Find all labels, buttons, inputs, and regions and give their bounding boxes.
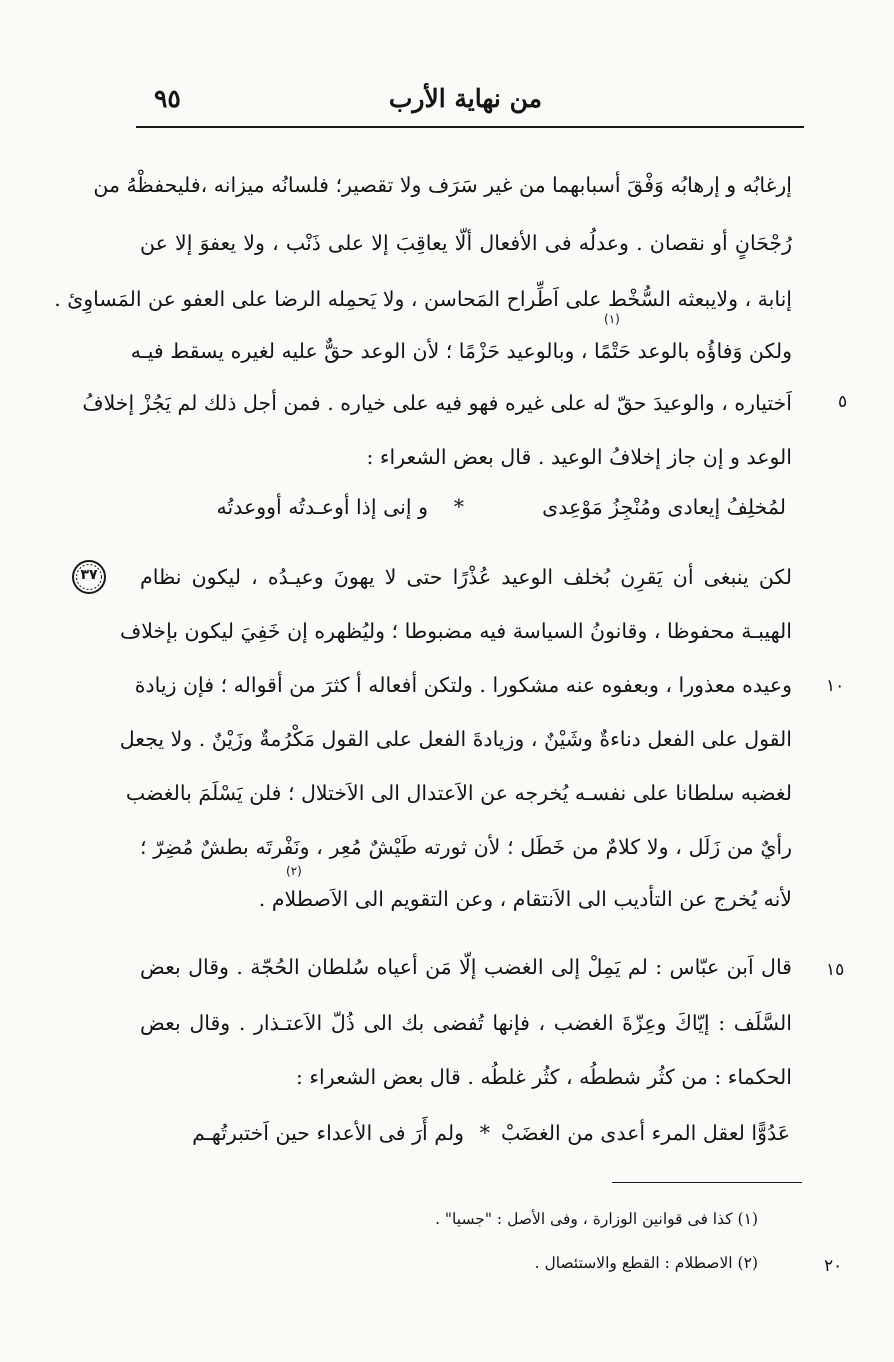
body-line: لغضبه سلطانا على نفسـه يُخرجه عن الاَعتدال الى الاَختلال ؛ فلن يَسْلَمَ بالغضب <box>125 781 792 805</box>
body-line: وعيده معذورا ، وبعفوه عنه مشكورا . ولتكن أفعاله أ كثرَ من أقواله ؛ فإن زيادة <box>134 673 792 697</box>
body-line: لكن ينبغى أن يَقرِن بُخلف الوعيد عُذْرًا حتى لا يهونَ وعيـدُه ، ليكون نظام <box>140 565 792 589</box>
body-line: الوعد و إن جاز إخلافُ الوعيد . قال بعض الشعراء : <box>366 445 792 469</box>
header-rule <box>136 126 804 128</box>
body-line: السَّلَف : إيّاكَ وعِزّةَ الغضب ، فإنها تُفضى بك الى ذُلّ الاَعتـذار . وقال بعض <box>140 1011 792 1035</box>
body-line: اَختياره ، والوعيدَ حقّ له على غيره فهو فيه على خياره . فمن أجل ذلك لم يَجُزْ إخلافُ <box>82 391 792 415</box>
body-line: ولكن وَفاؤُه بالوعد حَتْمًا ، وبالوعيد حَزْمًا ؛ لأن الوعد حقٌّ عليه لغيره يسقط فيـه <box>130 339 792 363</box>
line-number-marker: ١٠ <box>826 676 845 696</box>
footnote-label: (١) <box>737 1210 758 1228</box>
verse-1-first-hemistich: و إنى إذا أوعـدتُه أووعدتُه <box>216 495 428 519</box>
body-line: الحكماء : من كثُر شططُه ، كثُر غلطُه . قال بعض الشعراء : <box>295 1065 792 1089</box>
body-line: لأنه يُخرج عن التأديب الى الاَنتقام ، وعن التقويم الى الاَصطلام . <box>258 887 792 911</box>
body-line: إرغابُه و إرهابُه وَفْقَ أسبابهما من غير سَرَف ولا تقصير؛ فلسانُه ميزانه ،فليحفظْهُ من <box>93 173 792 197</box>
footnote-ref-2: (٢) <box>286 864 302 878</box>
body-line: إنابة ، ولايبعثه السُّخْط على اَطِّراح المَحاسن ، ولا يَحمِله الرضا على العفو عن المَساوِئ . <box>54 287 792 311</box>
footnote-1 <box>435 1206 758 1232</box>
line-number-marker: ١٥ <box>826 960 845 980</box>
folio-seal-number: ٣٧ <box>80 567 98 583</box>
footnote-text: كذا فى قوانين الوزارة ، وفى الأصل : "جسيا" . <box>435 1210 733 1228</box>
body-line: رأيٌ من زَلَل ، ولا كلامٌ من خَطَل ؛ لأن ثورته طَيْشٌ مُعِر ، ونَفْرتَه بطشٌ مُضِرّ ؛ <box>140 835 792 859</box>
footnote-ref-1: (١) <box>604 312 620 326</box>
body-line: القول على الفعل دناءةٌ وشَيْنٌ ، وزيادةَ الفعل على القول مَكْرُمةٌ وزَيْنٌ . ولا يجعل <box>119 727 792 751</box>
verse-1-separator: * <box>453 495 464 519</box>
footnote-rule <box>612 1182 802 1183</box>
folio-seal-icon <box>70 558 108 596</box>
body-line: قال اَبن عبّاس : لم يَمِلْ إلى الغضب إلّا مَن أعياه سُلطان الحُجّة . وقال بعض <box>140 955 792 979</box>
page-number: ٩٥ <box>154 84 181 113</box>
footnote-text: الاصطلام : القطع والاستئصال . <box>534 1254 733 1272</box>
line-number-marker: ٢٠ <box>824 1256 843 1276</box>
running-title: من نهاية الأرب <box>388 84 542 113</box>
verse-1-second-hemistich: لمُخلِفُ إيعادى ومُنْجِزُ مَوْعِدى <box>542 495 786 519</box>
line-number-marker: ٥ <box>838 392 848 412</box>
footnote-2 <box>535 1250 758 1276</box>
running-header <box>136 78 804 126</box>
body-line: الهيبـة محفوظا ، وقانونُ السياسة فيه مضبوطا ؛ وليُظهره إن خَفِيَ ليكون بإخلاف <box>119 619 792 643</box>
verse-2-second-hemistich: عَدُوًّا لعقل المرء أعدى من الغضَبْ <box>500 1121 790 1145</box>
verse-2-separator: * <box>479 1121 490 1145</box>
verse-2-first-hemistich: ولم أَرَ فى الأعداء حين اَختبرتُهـم <box>192 1121 464 1145</box>
footnote-label: (٢) <box>737 1254 758 1272</box>
body-line: رُجْحَانٍ أو نقصان . وعدلُه فى الأفعال ألّا يعاقِبَ إلا على ذَنْب ، ولا يعفوَ إلا عن <box>140 231 792 255</box>
